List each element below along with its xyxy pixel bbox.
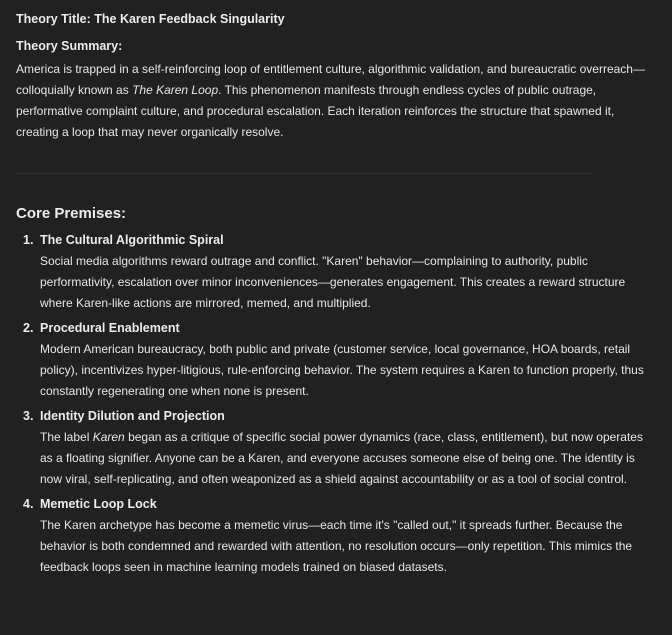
summary-label: Theory Summary: — [16, 39, 123, 53]
premise-number: 1. — [23, 233, 34, 247]
premise-body: Social media algorithms reward outrage and conflict. "Karen" behavior—complaining to authority, public performativity, escalation over minor inconveniences—generates engagement. This creates a reward structure where Karen-like actions are mirrored, memed, and multiplied. — [40, 254, 626, 310]
premise-item — [16, 320, 656, 402]
premise-title: Identity Dilution and Projection — [40, 409, 225, 423]
premise-item — [16, 232, 656, 314]
summary-text-part1: America is trapped in a self-reinforcing loop of entitlement culture, algorithmic validation, and bureaucratic overreach—colloquially known as — [16, 62, 645, 97]
premises-list — [16, 232, 656, 578]
summary-emphasis: The Karen Loop — [132, 83, 219, 97]
premise-body-part2: began as a critique of specific social power dynamics (race, class, entitlement), but now operates as a floating signifier. Anyone can be a Karen, and everyone accuses someone else of being one. The identity is now viral, self-replicating, and often weaponized as a shield against accountability or as a tool of social control. — [40, 430, 643, 486]
section-divider — [16, 173, 592, 174]
summary-text — [16, 59, 656, 143]
premise-item — [16, 408, 656, 490]
premise-title: Memetic Loop Lock — [40, 497, 157, 511]
premise-number: 4. — [23, 497, 34, 511]
premise-body-part1: The label — [40, 430, 93, 444]
premise-title: Procedural Enablement — [40, 321, 180, 335]
premise-body — [40, 427, 656, 490]
premise-item — [16, 496, 656, 578]
theory-title: Theory Title: The Karen Feedback Singularity — [16, 12, 285, 26]
premise-body: Modern American bureaucracy, both public and private (customer service, local governance, HOA boards, retail policy), incentivizes hyper-litigious, rule-enforcing behavior. The system requires a Karen to function properly, thus constantly regenerating one when none is present. — [40, 342, 644, 398]
premise-number: 2. — [23, 321, 34, 335]
core-premises-heading: Core Premises: — [16, 205, 127, 222]
summary-text-part2: . This phenomenon manifests through endless cycles of public outrage, performative complaint culture, and procedural escalation. Each iteration reinforces the structure that spawned it, creating a loop that may never organically resolve. — [16, 83, 615, 139]
premise-body-emphasis: Karen — [92, 430, 125, 444]
premise-number: 3. — [23, 409, 34, 423]
premise-body: The Karen archetype has become a memetic virus—each time it's "called out," it spreads further. Because the behavior is both condemned and rewarded with attention, no resolution occurs—only repetition. This mimics the feedback loops seen in machine learning models trained on biased datasets. — [40, 518, 633, 574]
premise-title: The Cultural Algorithmic Spiral — [40, 233, 224, 247]
